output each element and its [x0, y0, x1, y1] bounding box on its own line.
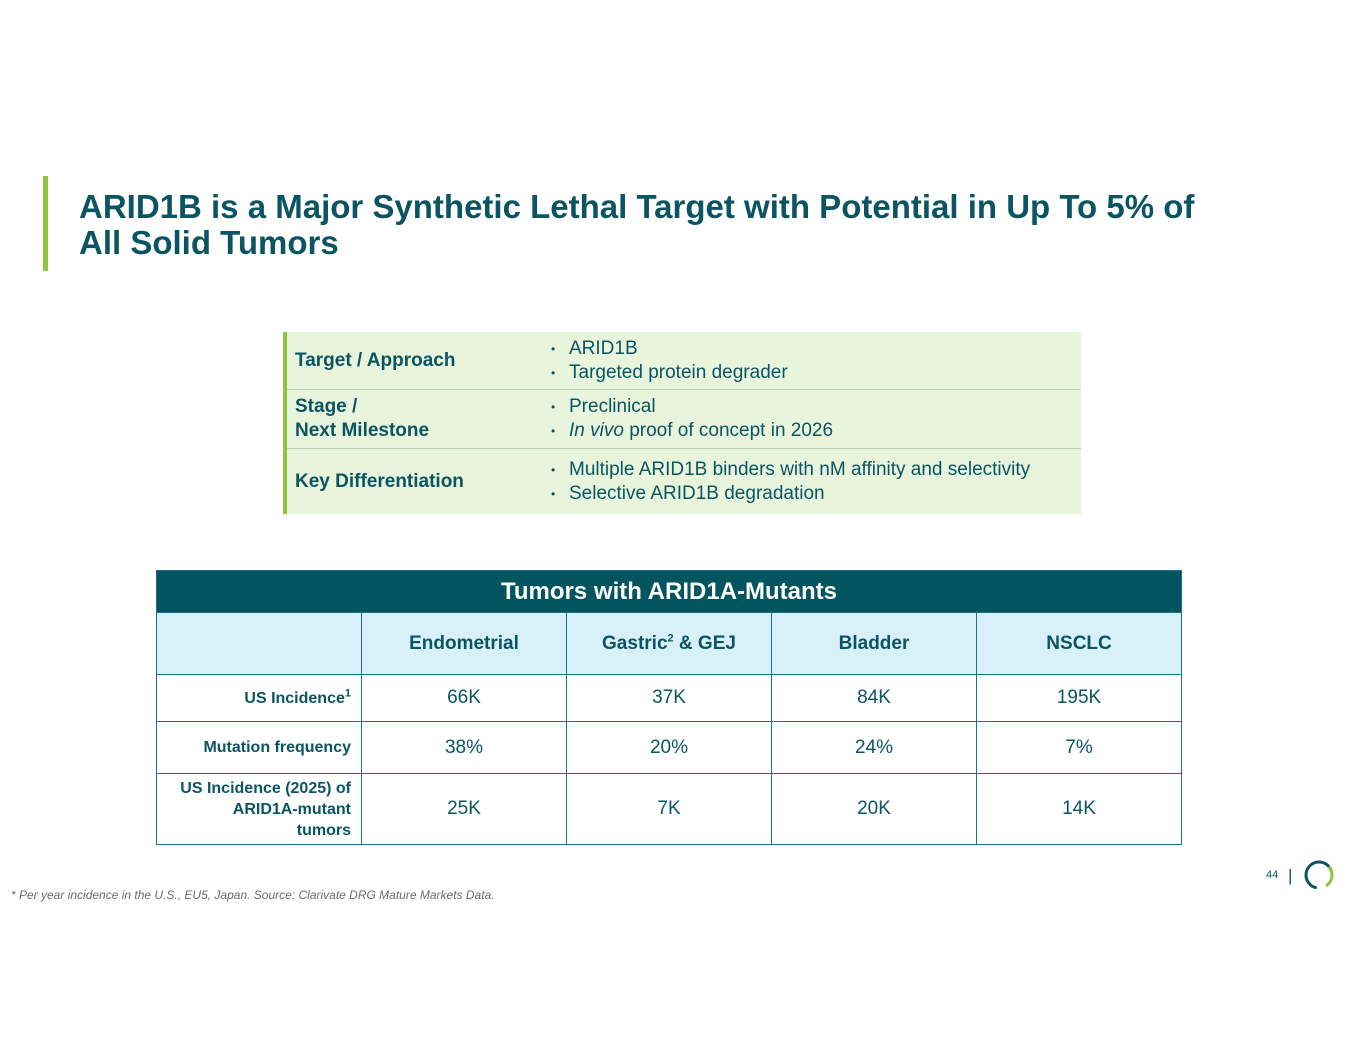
summary-row-label: Key Differentiation — [295, 470, 464, 492]
summary-bullet: • In vivo proof of concept in 2026 — [551, 419, 833, 443]
table-cell: 14K — [977, 774, 1182, 845]
summary-bullet: • Preclinical — [551, 395, 833, 419]
page-title-line-2: All Solid Tumors — [79, 224, 339, 261]
tumors-table — [156, 570, 1182, 845]
table-cell: 20K — [772, 774, 977, 845]
column-header-bladder: Bladder — [772, 613, 977, 675]
page-title-line-1: ARID1B is a Major Synthetic Lethal Target with Potential in Up To 5% of — [79, 188, 1195, 225]
table-row — [157, 774, 1182, 845]
table-cell: 38% — [362, 722, 567, 774]
summary-row-target-approach — [287, 332, 1081, 390]
table-cell: 195K — [977, 675, 1182, 722]
table-header-row — [157, 613, 1182, 675]
table-caption: Tumors with ARID1A-Mutants — [157, 571, 1182, 613]
company-logo-icon — [1303, 859, 1335, 891]
summary-bullet: • Multiple ARID1B binders with nM affinity and selectivity — [551, 458, 1030, 482]
table-cell: 84K — [772, 675, 977, 722]
table-cell: 37K — [567, 675, 772, 722]
summary-bullet-list — [551, 458, 1030, 506]
row-label-us-incidence-2025: US Incidence (2025) of ARID1A-mutant tumors — [157, 774, 362, 845]
page-number: 44 — [1266, 869, 1279, 881]
program-summary-table — [283, 332, 1081, 514]
row-label-us-incidence: US Incidence$^1$ — [157, 675, 362, 722]
table-row — [157, 722, 1182, 774]
column-header-gastric-gej: Gastric$^2$ & GEJ — [567, 613, 772, 675]
table-cell: 25K — [362, 774, 567, 845]
summary-row-stage-milestone — [287, 390, 1081, 449]
page-number-separator: | — [1288, 866, 1293, 885]
summary-row-label: Target / Approach — [295, 349, 456, 371]
summary-row-key-differentiation — [287, 449, 1081, 514]
column-header-endometrial: Endometrial — [362, 613, 567, 675]
summary-bullet-list — [551, 395, 833, 443]
table-cell: 7% — [977, 722, 1182, 774]
title-accent-bar — [43, 176, 48, 271]
table-row — [157, 675, 1182, 722]
table-cell: 7K — [567, 774, 772, 845]
table-caption-row — [157, 571, 1182, 613]
table-header-empty — [157, 613, 362, 675]
table-cell: 24% — [772, 722, 977, 774]
table-cell: 20% — [567, 722, 772, 774]
summary-bullet: • ARID1B — [551, 337, 788, 361]
row-label-mutation-frequency: Mutation frequency — [157, 722, 362, 774]
summary-bullet: • Selective ARID1B degradation — [551, 482, 1030, 506]
summary-bullet: • Targeted protein degrader — [551, 361, 788, 385]
summary-bullet-list — [551, 337, 788, 385]
summary-row-label: Stage / Next Milestone — [295, 396, 430, 441]
table-cell: 66K — [362, 675, 567, 722]
footnote: * Per year incidence in the U.S., EU5, Japan. Source: Clarivate DRG Mature Markets Data. — [11, 888, 495, 902]
column-header-nsclc: NSCLC — [977, 613, 1182, 675]
page-title — [79, 189, 1279, 261]
